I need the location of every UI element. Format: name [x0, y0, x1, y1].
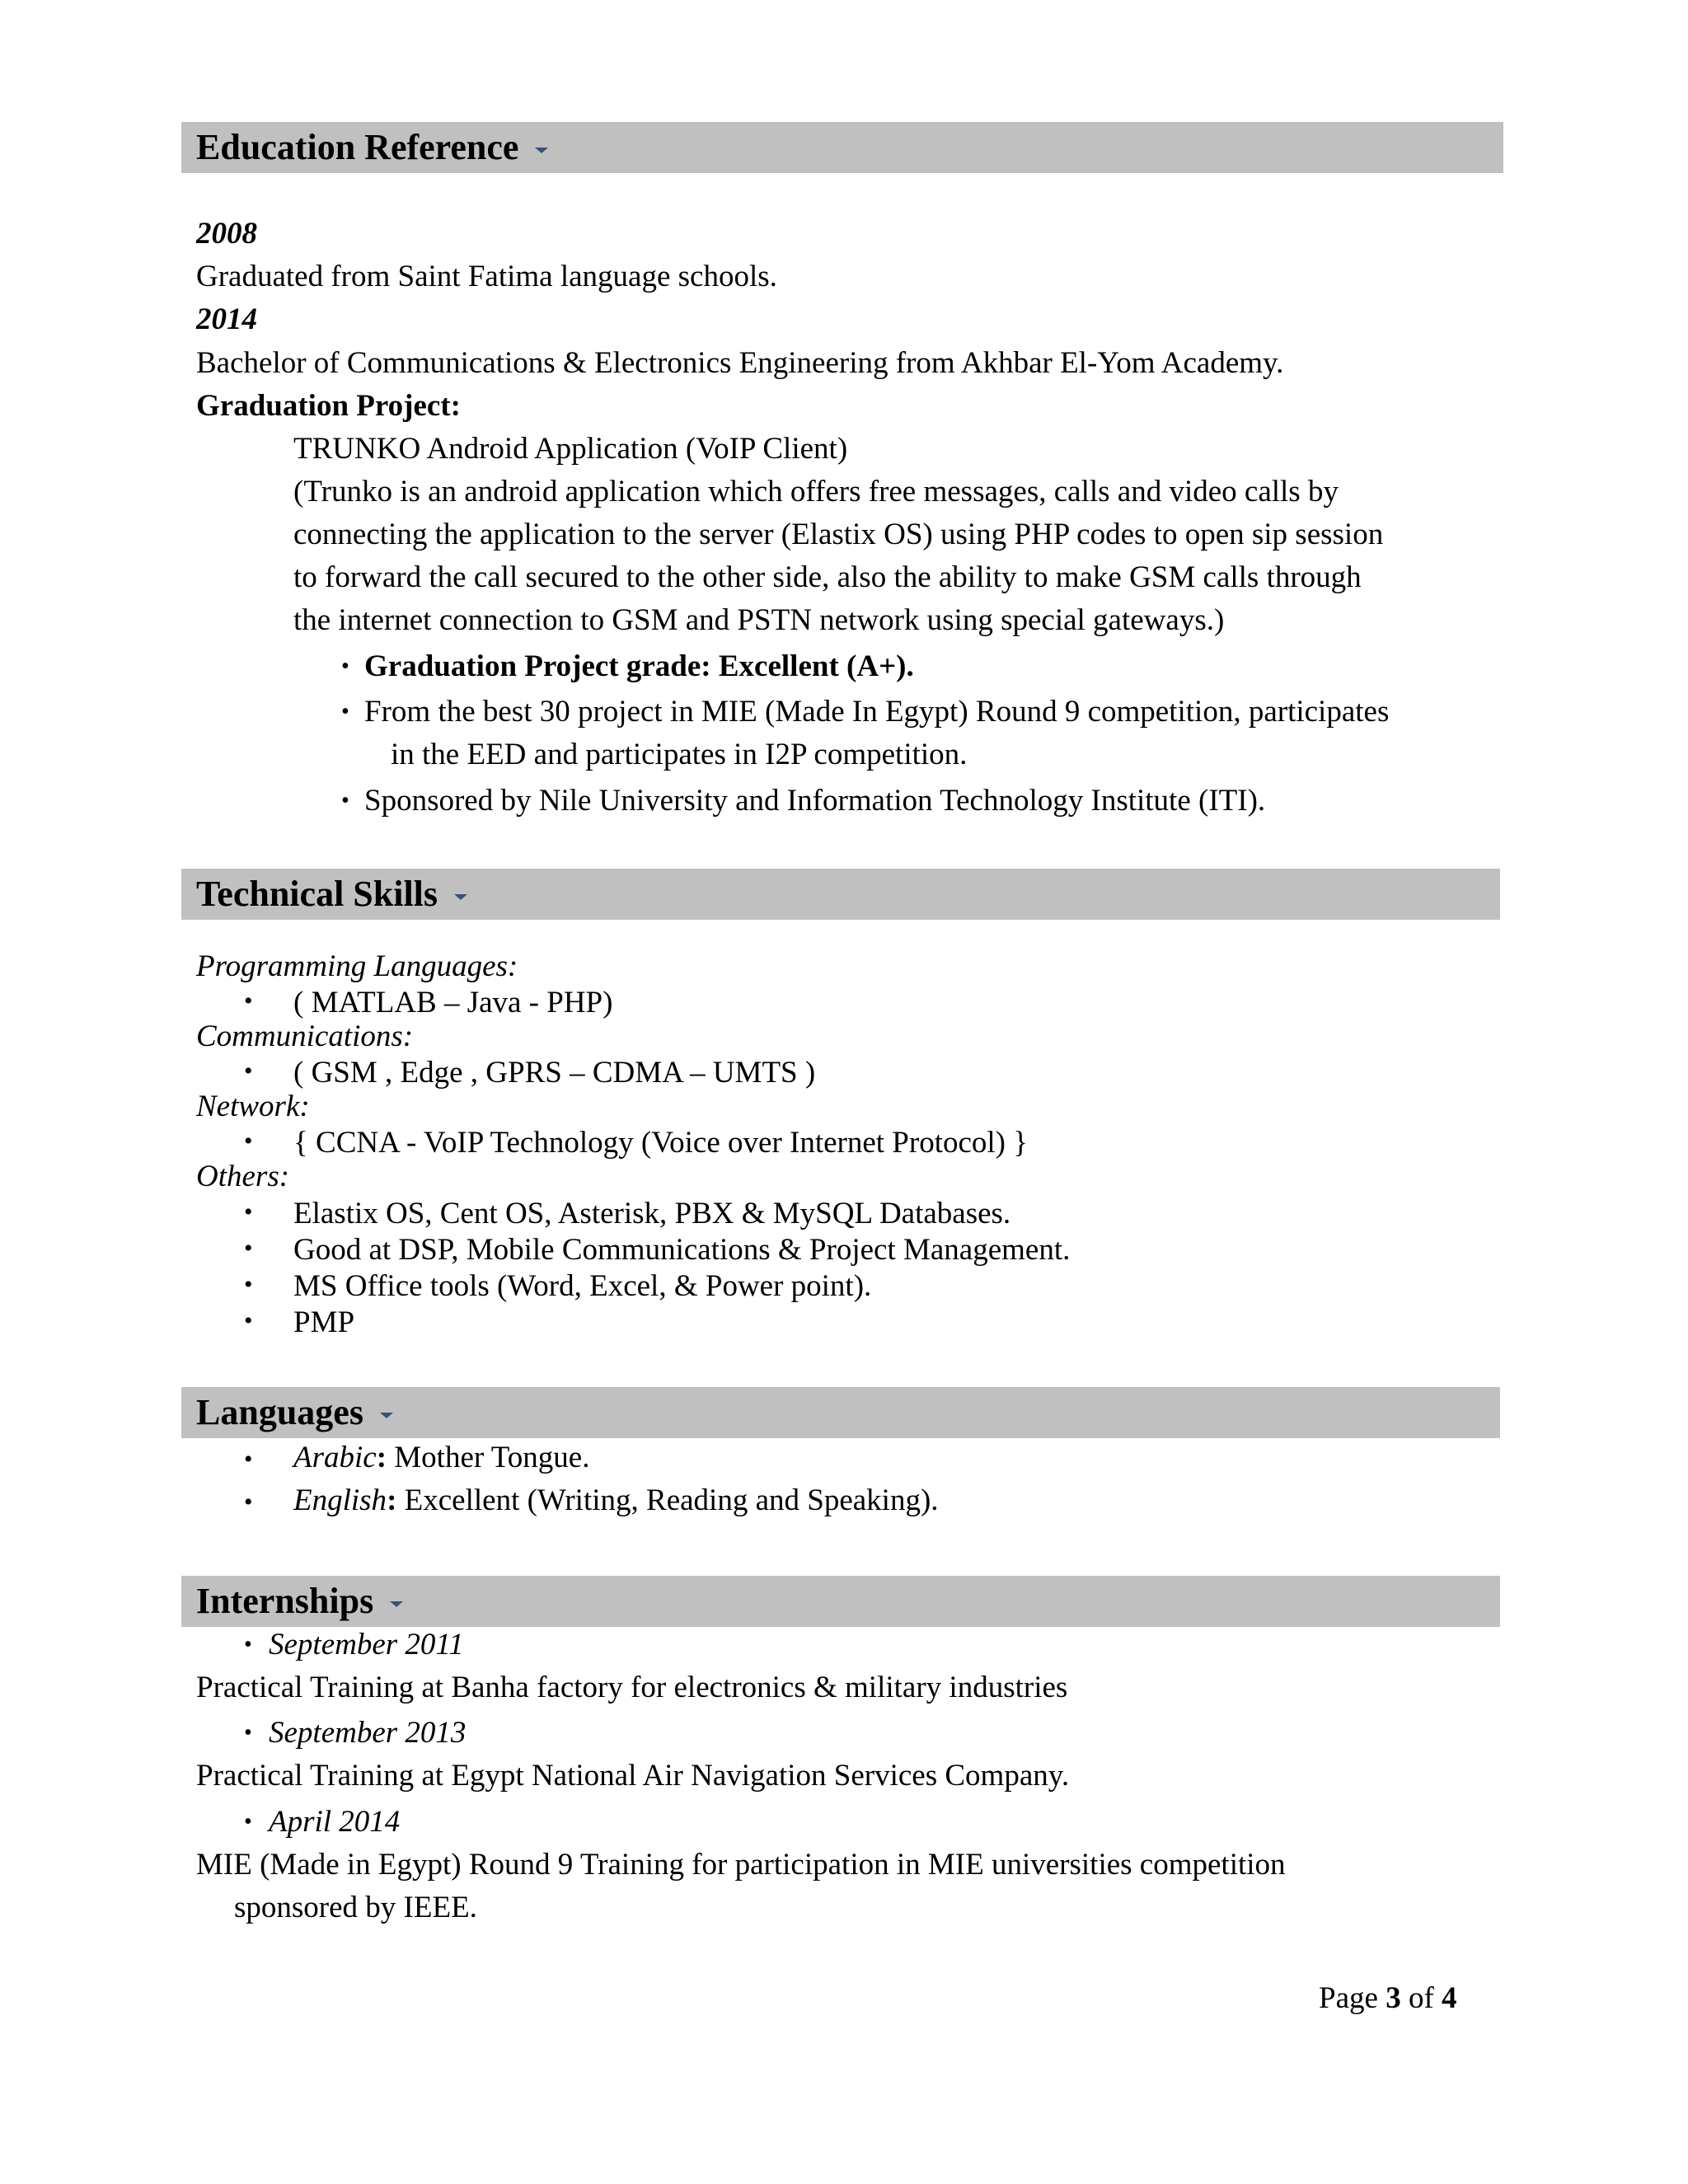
chevron-down-icon[interactable]	[390, 1601, 403, 1607]
section-title-text: Technical Skills	[196, 874, 438, 914]
chevron-down-icon[interactable]	[535, 148, 548, 153]
bullet-icon: •	[341, 699, 349, 724]
bullet-icon: •	[244, 1271, 253, 1298]
communications-item: ( GSM , Edge , GPRS – CDMA – UMTS )	[293, 1056, 816, 1090]
others-item: PMP	[293, 1305, 355, 1339]
bullet-icon: •	[244, 1809, 252, 1835]
bullet-icon: •	[341, 654, 349, 679]
bullet-icon: •	[244, 1307, 253, 1334]
internship-date: April 2014	[269, 1805, 401, 1839]
section-title-text: Languages	[196, 1392, 363, 1432]
project-sponsor-item: Sponsored by Nile University and Information Technology Institute (ITI).	[364, 784, 1266, 818]
language-english	[293, 1483, 939, 1519]
bullet-icon: •	[244, 1235, 253, 1262]
colon: :	[387, 1483, 397, 1517]
page-total: 4	[1442, 1981, 1457, 2015]
section-title-text: Internships	[196, 1581, 374, 1621]
project-award-item-cont: in the EED and participates in I2P competition.	[391, 738, 968, 771]
communications-label: Communications:	[196, 1019, 414, 1053]
bullet-icon: •	[244, 1446, 253, 1473]
internship-desc: MIE (Made in Egypt) Round 9 Training for participation in MIE universities competition	[196, 1848, 1286, 1882]
bullet-icon: •	[244, 987, 253, 1015]
project-desc-line: the internet connection to GSM and PSTN network using special gateways.)	[293, 603, 1225, 637]
chevron-down-icon[interactable]	[454, 894, 467, 900]
graduation-project-label: Graduation Project:	[196, 389, 461, 423]
bullet-icon: •	[244, 1488, 253, 1516]
chevron-down-icon[interactable]	[380, 1413, 393, 1418]
programming-languages-item: ( MATLAB – Java - PHP)	[293, 986, 613, 1019]
education-year-2014: 2014	[196, 302, 257, 336]
others-item: MS Office tools (Word, Excel, & Power point).	[293, 1269, 872, 1303]
language-name: English	[293, 1483, 387, 1517]
skills-section-header[interactable]	[181, 869, 1500, 920]
bullet-icon: •	[244, 1720, 252, 1746]
language-arabic	[293, 1440, 589, 1476]
project-grade-item: Graduation Project grade: Excellent (A+).	[364, 649, 914, 683]
education-year-2008: 2008	[196, 217, 257, 251]
page-number	[1319, 1980, 1457, 2017]
language-name: Arabic	[293, 1441, 377, 1474]
bullet-icon: •	[244, 1632, 252, 1657]
project-desc-line: connecting the application to the server (Elastix OS) using PHP codes to open sip session	[293, 518, 1384, 551]
section-title	[196, 124, 548, 171]
language-level: Excellent (Writing, Reading and Speaking).	[396, 1483, 939, 1517]
education-section-header[interactable]	[181, 122, 1503, 173]
section-title	[196, 1577, 403, 1625]
bullet-icon: •	[244, 1198, 253, 1226]
others-label: Others:	[196, 1160, 290, 1193]
internship-desc: Practical Training at Egypt National Air Navigation Services Company.	[196, 1759, 1070, 1793]
programming-languages-label: Programming Languages:	[196, 949, 518, 983]
project-title: TRUNKO Android Application (VoIP Client)	[293, 432, 848, 466]
project-desc-line: (Trunko is an android application which offers free messages, calls and video calls by	[293, 475, 1339, 509]
section-title-text: Education Reference	[196, 127, 519, 167]
colon: :	[376, 1441, 387, 1474]
education-entry-bachelor: Bachelor of Communications & Electronics Engineering from Akhbar El-Yom Academy.	[196, 346, 1284, 380]
others-item: Good at DSP, Mobile Communications & Project Management.	[293, 1233, 1071, 1267]
page-word: Page	[1319, 1981, 1386, 2015]
bullet-icon: •	[244, 1127, 253, 1155]
education-entry-school: Graduated from Saint Fatima language schools.	[196, 260, 777, 293]
of-word: of	[1400, 1981, 1442, 2015]
internship-desc-cont: sponsored by IEEE.	[234, 1891, 477, 1924]
network-label: Network:	[196, 1090, 310, 1123]
project-award-item: From the best 30 project in MIE (Made In Egypt) Round 9 competition, participates	[364, 695, 1390, 729]
languages-section-header[interactable]	[181, 1387, 1500, 1438]
page-current: 3	[1386, 1981, 1401, 2015]
others-item: Elastix OS, Cent OS, Asterisk, PBX & MySQL Databases.	[293, 1197, 1011, 1230]
section-title	[196, 1389, 393, 1436]
internships-section-header[interactable]	[181, 1576, 1500, 1627]
bullet-icon: •	[341, 788, 349, 813]
internship-date: September 2011	[269, 1628, 464, 1661]
section-title	[196, 870, 467, 918]
project-desc-line: to forward the call secured to the other side, also the ability to make GSM calls through	[293, 560, 1362, 594]
internship-desc: Practical Training at Banha factory for electronics & military industries	[196, 1671, 1068, 1704]
internship-date: September 2013	[269, 1716, 467, 1750]
network-item: { CCNA - VoIP Technology (Voice over Internet Protocol) }	[293, 1126, 1029, 1160]
language-level: Mother Tongue.	[387, 1441, 590, 1474]
bullet-icon: •	[244, 1057, 253, 1085]
